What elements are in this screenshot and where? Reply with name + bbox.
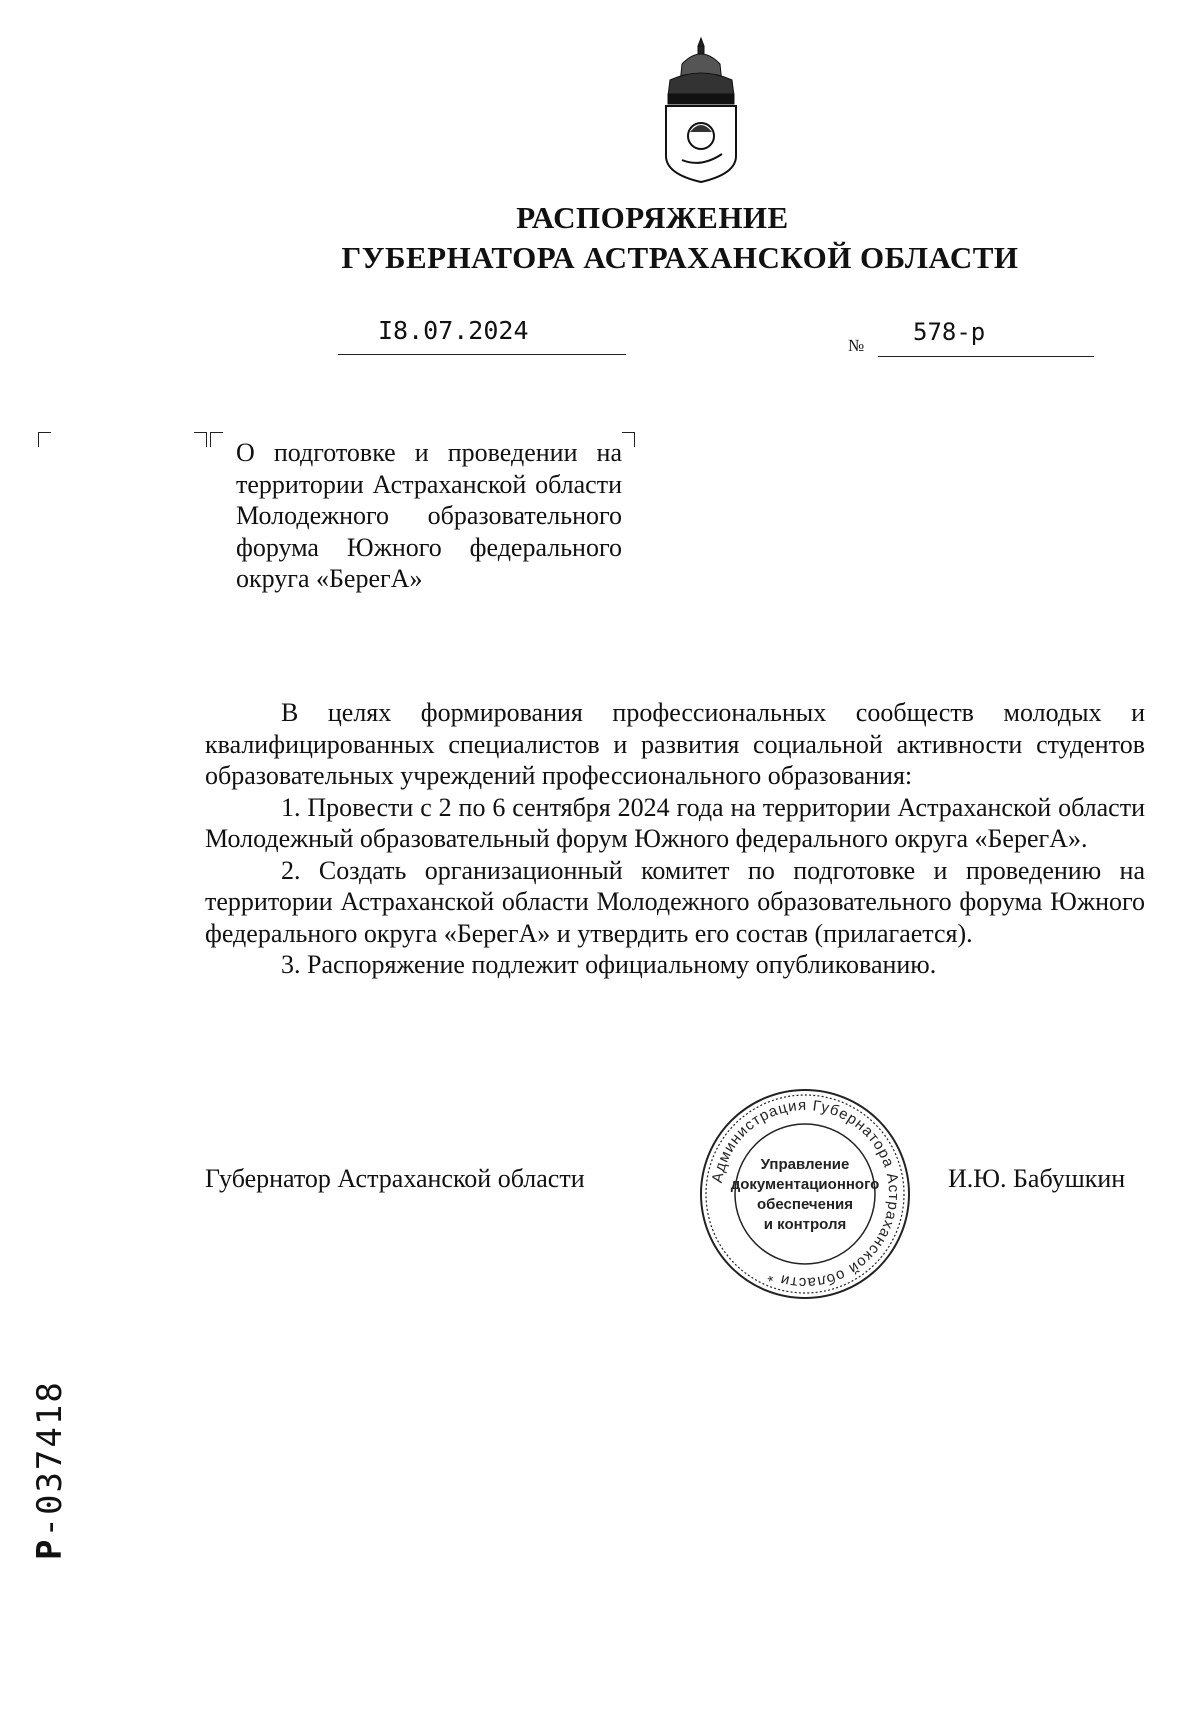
svg-text:обеспечения: обеспечения — [756, 1196, 854, 1213]
preamble-paragraph: В целях формирования профессиональных сообществ молодых и квалифицированных специалистов и развития социальной активности студентов образовательных учреждений профессионального образования: — [205, 698, 1145, 790]
svg-text:и контроля: и контроля — [763, 1216, 847, 1233]
issuer-title: ГУБЕРНАТОРА АСТРАХАНСКОЙ ОБЛАСТИ — [341, 240, 1019, 275]
official-stamp-icon — [698, 1087, 912, 1301]
document-number: 578-р — [913, 318, 986, 346]
signatory-position: Губернатор Астраханской области — [205, 1164, 585, 1193]
corner-mark — [194, 432, 207, 447]
document-subject: О подготовке и проведении на территории Астраханской области Молодежного образовательного форума Южного федерального округа «БерегА» — [236, 438, 622, 593]
serial-dash: - — [30, 1515, 70, 1538]
serial-prefix: Р — [30, 1537, 70, 1560]
body-item: 1. Провести с 2 по 6 сентября 2024 года на территории Астраханской области Молодежный образовательный форум Южного федерального округа «БерегА». — [205, 792, 1145, 853]
corner-mark — [210, 432, 223, 447]
body-item: 2. Создать организационный комитет по подготовке и проведению на территории Астраханской области Молодежного образовательного форума Южного федерального округа «БерегА» и утвердить его состав (прилагается). — [205, 855, 1145, 948]
date-underline — [338, 354, 626, 355]
signatory-name: И.Ю. Бабушкин — [948, 1164, 1126, 1193]
form-serial-number — [30, 1380, 70, 1560]
number-underline — [878, 356, 1094, 357]
svg-text:документационного: документационного — [730, 1176, 880, 1193]
svg-text:Администрация Губернатора Астр: Администрация Губернатора Астраханской области * — [708, 1096, 903, 1292]
document-title: РАСПОРЯЖЕНИЕ — [516, 200, 789, 235]
number-label: № — [848, 336, 865, 355]
svg-text:Управление: Управление — [760, 1156, 850, 1173]
document-body — [205, 697, 1145, 981]
corner-mark — [622, 432, 635, 447]
serial-digits: 037418 — [30, 1380, 70, 1516]
coat-of-arms-icon — [660, 36, 742, 184]
document-date: I8.07.2024 — [378, 316, 529, 345]
corner-mark — [38, 432, 51, 447]
body-item: 3. Распоряжение подлежит официальному опубликованию. — [281, 950, 937, 979]
